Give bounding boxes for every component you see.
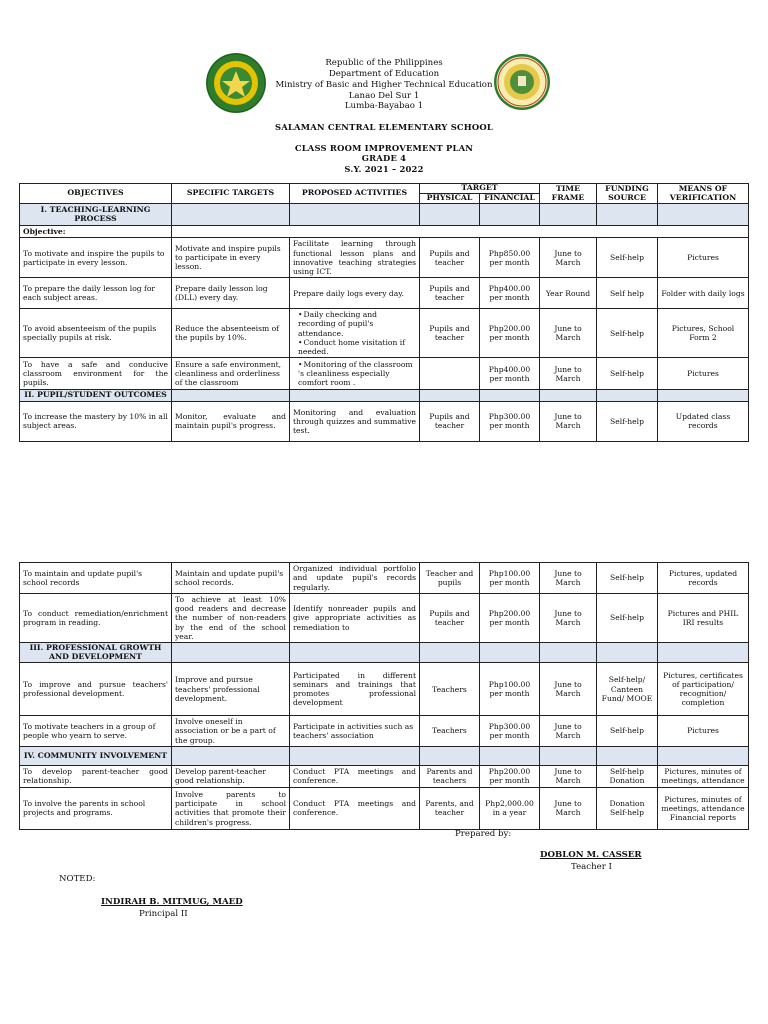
row-means: Folder with daily logs xyxy=(658,278,749,309)
row-activity: Facilitate learning through functional lesson plans and innovative teaching strategies using ICT. xyxy=(290,238,420,278)
col-funding-source: FUNDING SOURCE xyxy=(597,184,658,204)
row-funding: Self-help xyxy=(597,563,658,594)
row-financial: Php100.00 per month xyxy=(480,563,540,594)
row-activity: Conduct PTA meetings and conference. xyxy=(290,787,420,829)
table-row xyxy=(20,663,749,716)
row-physical: Teachers xyxy=(420,716,480,747)
row-activity: Participated in different seminars and trainings that promotes professional development xyxy=(290,663,420,716)
row-target: Prepare daily lesson log (DLL) every day. xyxy=(172,278,290,309)
section-professional-growth: III. PROFESSIONAL GROWTH AND DEVELOPMENT xyxy=(20,643,172,663)
table-row xyxy=(20,278,749,309)
row-time: June to March xyxy=(540,663,597,716)
row-financial: Php300.00 per month xyxy=(480,401,540,441)
table-row xyxy=(20,309,749,358)
row-objective: To develop parent-teacher good relationship. xyxy=(20,765,172,787)
row-physical: Pupils and teacher xyxy=(420,238,480,278)
table-row xyxy=(20,594,749,643)
col-financial: FINANCIAL xyxy=(480,194,540,204)
row-objective: To increase the mastery by 10% in all subject areas. xyxy=(20,401,172,441)
row-funding: Self-help xyxy=(597,716,658,747)
row-activity: Participate in activities such as teachers' association xyxy=(290,716,420,747)
row-activity: Organized individual portfolio and update pupil's records regularly. xyxy=(290,563,420,594)
row-financial: Php850.00 per month xyxy=(480,238,540,278)
col-target: TARGET xyxy=(420,184,540,194)
row-target: Involve oneself in association or be a part of the group. xyxy=(172,716,290,747)
header-province: Lanao Del Sur 1 xyxy=(348,91,420,101)
row-time: June to March xyxy=(540,238,597,278)
col-specific-targets: SPECIFIC TARGETS xyxy=(172,184,290,204)
noter-name: INDIRAH B. MITMUG, MAED xyxy=(101,897,243,907)
row-time: June to March xyxy=(540,563,597,594)
section-pupil-outcomes: II. PUPIL/STUDENT OUTCOMES xyxy=(20,390,172,402)
header-republic: Republic of the Philippines xyxy=(325,58,443,68)
row-physical: Pupils and teacher xyxy=(420,309,480,358)
row-activity: Conduct PTA meetings and conference. xyxy=(290,765,420,787)
header-district: Lumba-Bayabao 1 xyxy=(344,101,424,111)
row-funding: Self-help xyxy=(597,594,658,643)
row-funding: Self-help xyxy=(597,309,658,358)
section-community-involvement: IV. COMMUNITY INVOLVEMENT xyxy=(20,746,172,765)
row-financial: Php300.00 per month xyxy=(480,716,540,747)
row-funding: Self-help xyxy=(597,401,658,441)
row-funding: Self-help xyxy=(597,238,658,278)
row-target: Develop parent-teacher good relationship. xyxy=(172,765,290,787)
row-objective: To motivate and inspire the pupils to participate in every lesson. xyxy=(20,238,172,278)
row-time: June to March xyxy=(540,594,597,643)
row-means: Pictures, minutes of meetings, attendance Financial reports xyxy=(658,787,749,829)
row-objective: To have a safe and conducive classroom environment for the pupils. xyxy=(20,358,172,390)
row-target: Improve and pursue teachers' professional development. xyxy=(172,663,290,716)
row-means: Pictures xyxy=(658,358,749,390)
row-objective: To improve and pursue teachers' professional development. xyxy=(20,663,172,716)
section-teaching-learning: I. TEACHING-LEARNING PROCESS xyxy=(20,204,172,226)
row-financial: Php200.00 per month xyxy=(480,765,540,787)
noter-title: Principal II xyxy=(139,909,188,919)
row-time: June to March xyxy=(540,765,597,787)
row-funding: Self help xyxy=(597,278,658,309)
row-funding: Donation Self-help xyxy=(597,787,658,829)
table-row xyxy=(20,358,749,390)
row-target: Monitor, evaluate and maintain pupil's progress. xyxy=(172,401,290,441)
row-means: Pictures, minutes of meetings, attendance xyxy=(658,765,749,787)
row-financial: Php400.00 per month xyxy=(480,278,540,309)
row-activity: Prepare daily logs every day. xyxy=(290,278,420,309)
col-objectives: OBJECTIVES xyxy=(20,184,172,204)
row-time: June to March xyxy=(540,787,597,829)
row-activity: Identify nonreader pupils and give appropriate activities as remediation to xyxy=(290,594,420,643)
row-funding: Self-help xyxy=(597,358,658,390)
objective-label: Objective: xyxy=(20,226,172,238)
row-target: Ensure a safe environment, cleanliness and orderliness of the classroom xyxy=(172,358,290,390)
row-means: Pictures, updated records xyxy=(658,563,749,594)
row-funding: Self-help Donation xyxy=(597,765,658,787)
row-means: Pictures xyxy=(658,238,749,278)
col-physical: PHYSICAL xyxy=(420,194,480,204)
table-row xyxy=(20,401,749,441)
table-row xyxy=(20,238,749,278)
row-physical: Parents, and teacher xyxy=(420,787,480,829)
prepared-by-label: Prepared by: xyxy=(455,829,512,839)
row-objective: To motivate teachers in a group of people who yearn to serve. xyxy=(20,716,172,747)
noted-label: NOTED: xyxy=(59,874,96,884)
row-target: Involve parents to participate in school activities that promote their children's progress. xyxy=(172,787,290,829)
row-physical: Pupils and teacher xyxy=(420,401,480,441)
row-objective: To involve the parents in school projects and programs. xyxy=(20,787,172,829)
row-physical: Parents and teachers xyxy=(420,765,480,787)
row-time: June to March xyxy=(540,358,597,390)
improvement-plan-table-part2 xyxy=(19,562,749,830)
row-target: Maintain and update pupil's school records. xyxy=(172,563,290,594)
table-row xyxy=(20,787,749,829)
row-physical xyxy=(420,358,480,390)
school-year: S.Y. 2021 – 2022 xyxy=(344,164,424,174)
row-target: Reduce the absenteeism of the pupils by 10%. xyxy=(172,309,290,358)
row-activity: Monitoring and evaluation through quizzes and summative test. xyxy=(290,401,420,441)
header-department: Department of Education xyxy=(328,69,440,79)
row-funding: Self-help/ Canteen Fund/ MOOE xyxy=(597,663,658,716)
row-means: Pictures and PHIL IRI results xyxy=(658,594,749,643)
row-physical: Pupils and teacher xyxy=(420,278,480,309)
school-name: SALAMAN CENTRAL ELEMENTARY SCHOOL xyxy=(274,122,493,132)
table-row xyxy=(20,563,749,594)
header-ministry: Ministry of Basic and Higher Technical Education xyxy=(275,80,493,90)
preparer-title: Teacher I xyxy=(571,862,612,872)
row-objective: To maintain and update pupil's school records xyxy=(20,563,172,594)
row-means: Pictures, certificates of participation/ recognition/ completion xyxy=(658,663,749,716)
row-time: June to March xyxy=(540,401,597,441)
activity-item: • Conduct home visitation if needed. xyxy=(298,338,416,356)
row-objective: To prepare the daily lesson log for each subject areas. xyxy=(20,278,172,309)
col-means-of-verification: MEANS OF VERIFICATION xyxy=(658,184,749,204)
activity-item: • Daily checking and recording of pupil's attendance. xyxy=(298,310,416,338)
col-proposed-activities: PROPOSED ACTIVITIES xyxy=(290,184,420,204)
row-means: Pictures xyxy=(658,716,749,747)
activity-item: • Monitoring of the classroom 's cleanliness especially comfort room . xyxy=(298,360,416,388)
table-row xyxy=(20,716,749,747)
row-financial: Php100.00 per month xyxy=(480,663,540,716)
row-physical: Pupils and teacher xyxy=(420,594,480,643)
preparer-name: DOBLON M. CASSER xyxy=(540,850,642,860)
row-physical: Teachers xyxy=(420,663,480,716)
row-financial: Php200.00 per month xyxy=(480,594,540,643)
row-time: June to March xyxy=(540,716,597,747)
row-time: Year Round xyxy=(540,278,597,309)
table-row xyxy=(20,765,749,787)
row-financial: Php400.00 per month xyxy=(480,358,540,390)
col-time-frame: TIME FRAME xyxy=(540,184,597,204)
row-time: June to March xyxy=(540,309,597,358)
grade-label: GRADE 4 xyxy=(361,153,407,163)
row-target: To achieve at least 10% good readers and decrease the number of non-readers by the end of the school year. xyxy=(172,594,290,643)
row-financial: Php2,000.00 in a year xyxy=(480,787,540,829)
row-means: Pictures, School Form 2 xyxy=(658,309,749,358)
row-financial: Php200.00 per month xyxy=(480,309,540,358)
plan-title: CLASS ROOM IMPROVEMENT PLAN xyxy=(294,143,474,153)
row-objective: To conduct remediation/enrichment program in reading. xyxy=(20,594,172,643)
row-physical: Teacher and pupils xyxy=(420,563,480,594)
row-target: Motivate and inspire pupils to participate in every lesson. xyxy=(172,238,290,278)
row-activity xyxy=(290,358,420,390)
row-objective: To avoid absenteeism of the pupils specially pupils at risk. xyxy=(20,309,172,358)
row-activity xyxy=(290,309,420,358)
row-means: Updated class records xyxy=(658,401,749,441)
improvement-plan-table-part1 xyxy=(19,183,749,442)
